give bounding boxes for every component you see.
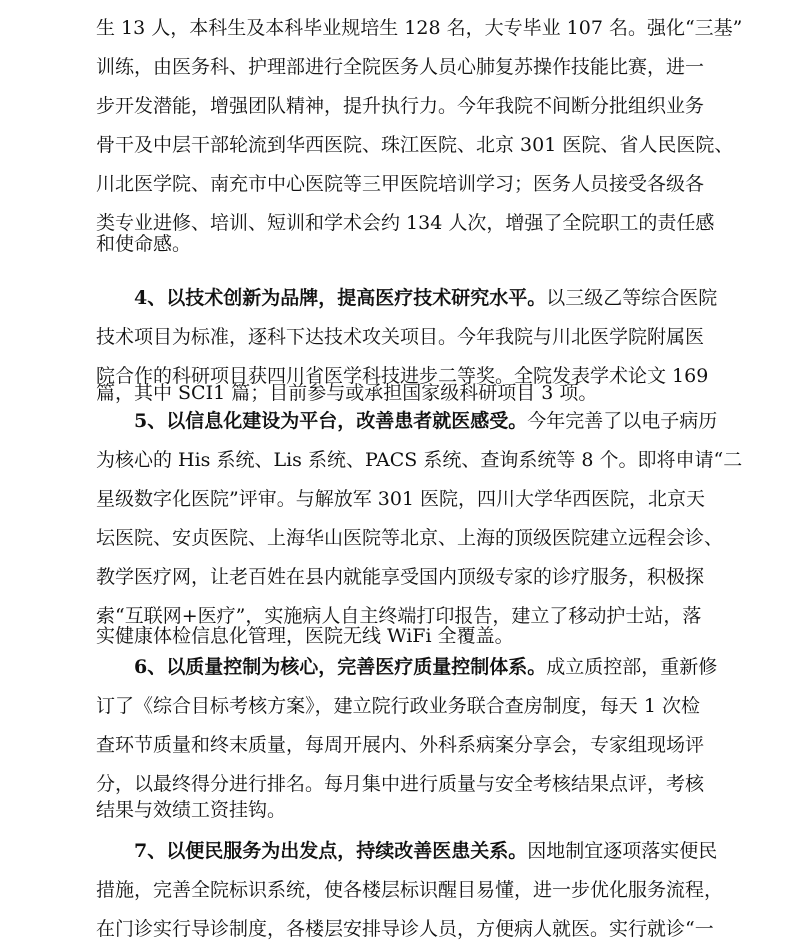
paragraph-line: 教学医疗网，让老百姓在县内就能享受国内顶级专家的诊疗服务，积极探 <box>96 566 705 588</box>
paragraph-line: 步开发潜能，增强团队精神，提升执行力。今年我院不间断分批组织业务 <box>96 95 705 117</box>
section-6-first-text: 成立质控部，重新修 <box>546 656 718 678</box>
paragraph-line: 星级数字化医院”评审。与解放军 301 医院，四川大学华西医院，北京天 <box>96 488 706 510</box>
paragraph-line: 分，以最终得分进行排名。每月集中进行质量与安全考核结果点评，考核 <box>96 773 705 795</box>
paragraph-line: 生 13 人，本科生及本科毕业规培生 128 名，大专毕业 107 名。强化“三基” <box>96 17 743 39</box>
paragraph-line: 骨干及中层干部轮流到华西医院、珠江医院、北京 301 医院、省人民医院、 <box>96 134 734 156</box>
section-7-first-line <box>134 836 718 866</box>
section-4-first-line <box>134 283 718 313</box>
paragraph-line: 订了《综合目标考核方案》，建立院行政业务联合查房制度，每天 1 次检 <box>96 695 700 717</box>
paragraph-line: 川北医学院、南充市中心医院等三甲医院培训学习；医务人员接受各级各 <box>96 173 705 195</box>
paragraph-line: 篇，其中 SCI1 篇；目前参与或承担国家级科研项目 3 项。 <box>96 382 598 404</box>
section-5-heading: 5、以信息化建设为平台，改善患者就医感受。 <box>134 410 528 432</box>
paragraph-line: 查环节质量和终末质量，每周开展内、外科系病案分享会，专家组现场评 <box>96 734 705 756</box>
paragraph-line: 索“互联网+医疗”，实施病人自主终端打印报告，建立了移动护士站，落 <box>96 605 702 627</box>
paragraph-line: 实健康体检信息化管理，医院无线 WiFi 全覆盖。 <box>96 625 514 647</box>
section-4-heading: 4、以技术创新为品牌，提高医疗技术研究水平。 <box>134 287 547 309</box>
paragraph-line: 在门诊实行导诊制度，各楼层安排导诊人员，方便病人就医。实行就诊“一 <box>96 918 714 940</box>
section-5-first-line <box>134 406 718 436</box>
paragraph-line: 为核心的 His 系统、Lis 系统、PACS 系统、查询系统等 8 个。即将申请“二 <box>96 449 743 471</box>
paragraph-line: 和使命感。 <box>96 233 192 255</box>
section-5-first-text: 今年完善了以电子病历 <box>527 410 718 432</box>
section-7-first-text: 因地制宜逐项落实便民 <box>527 840 718 862</box>
section-4-first-text: 以三级乙等综合医院 <box>546 287 718 309</box>
paragraph-line: 技术项目为标准，逐科下达技术攻关项目。今年我院与川北医学院附属医 <box>96 326 705 348</box>
section-6-first-line <box>134 652 718 682</box>
section-6-heading: 6、以质量控制为核心，完善医疗质量控制体系。 <box>134 656 547 678</box>
paragraph-line: 坛医院、安贞医院、上海华山医院等北京、上海的顶级医院建立远程会诊、 <box>96 527 724 549</box>
paragraph-line: 类专业进修、培训、短训和学术会约 134 人次，增强了全院职工的责任感 <box>96 212 715 234</box>
paragraph-line: 结果与效绩工资挂钩。 <box>96 799 287 821</box>
paragraph-line: 训练，由医务科、护理部进行全院医务人员心肺复苏操作技能比赛，进一 <box>96 56 705 78</box>
section-7-heading: 7、以便民服务为出发点，持续改善医患关系。 <box>134 840 528 862</box>
paragraph-line: 院合作的科研项目获四川省医学科技进步二等奖。全院发表学术论文 169 <box>96 365 709 387</box>
paragraph-line: 措施，完善全院标识系统，使各楼层标识醒目易懂，进一步优化服务流程， <box>96 879 724 901</box>
